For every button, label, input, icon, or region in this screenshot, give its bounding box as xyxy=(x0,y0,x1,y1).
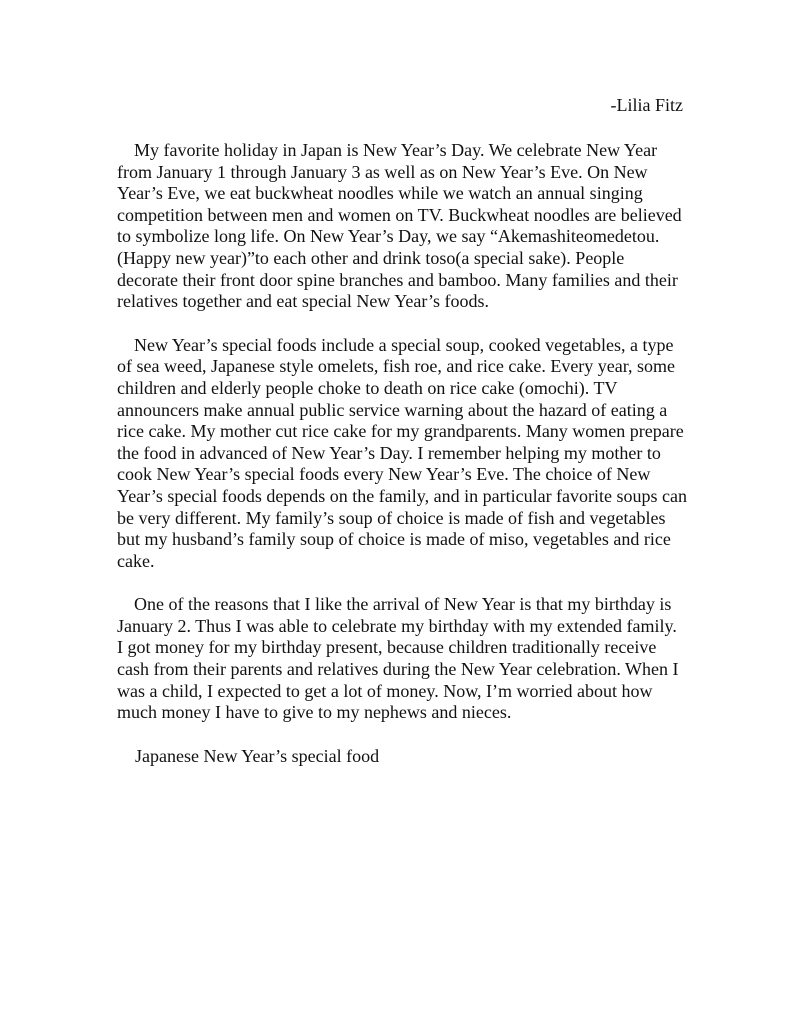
document-body xyxy=(117,140,687,767)
paragraph-holiday-intro: My favorite holiday in Japan is New Year’s Day. We celebrate New Year from January 1 through January 3 as well as on New Year’s Eve. On New Year’s Eve, we eat buckwheat noodles while we watch an annual singing competition between men and women on TV. Buckwheat noodles are believed to symbolize long life. On New Year’s Day, we say “Akemashiteomedetou.(Happy new year)”to each other and drink toso(a special sake). People decorate their front door spine branches and bamboo. Many families and their relatives together and eat special New Year’s foods. xyxy=(117,140,682,312)
image-caption: Japanese New Year’s special food xyxy=(135,745,380,766)
paragraph-special-foods: New Year’s special foods include a special soup, cooked vegetables, a type of sea weed, Japanese style omelets, fish roe, and rice cake. Every year, some children and elderly people choke to death on rice cake (omochi). TV announcers make annual public service warning about the hazard of eating a rice cake. My mother cut rice cake for my grandparents. Many women prepare the food in advanced of New Year’s Day. I remember helping my mother to cook New Year’s special foods every New Year’s Eve. The choice of New Year’s special foods depends on the family, and in particular favorite soups can be very different. My family’s soup of choice is made of fish and vegetables but my husband’s family soup of choice is made of miso, vegetables and rice cake. xyxy=(117,334,688,571)
author-name: -Lilia Fitz xyxy=(610,95,683,115)
paragraph-birthday: One of the reasons that I like the arrival of New Year is that my birthday is January 2. Thus I was able to celebrate my birthday with my extended family. I got money for my birthday present, because children traditionally receive cash from their parents and relatives during the New Year celebration. When I was a child, I expected to get a lot of money. Now, I’m worried about how much money I have to give to my nephews and nieces. xyxy=(117,594,679,723)
